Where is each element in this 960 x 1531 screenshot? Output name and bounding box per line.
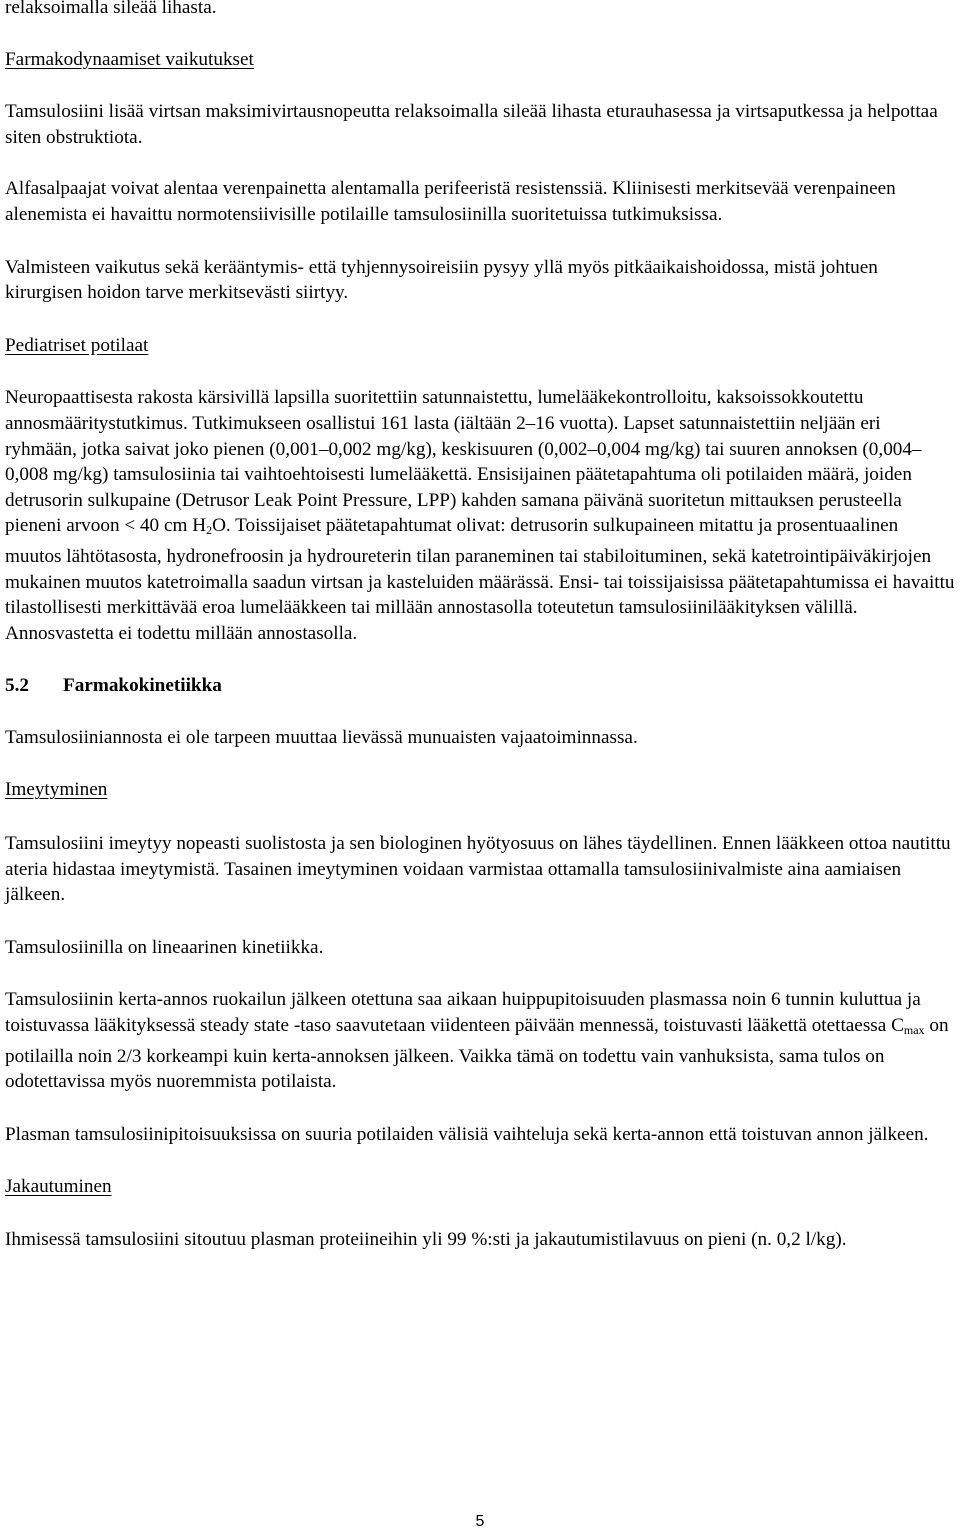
section-title: Farmakokinetiikka — [63, 675, 222, 697]
document-page — [5, 0, 957, 1253]
paragraph-valmisteen-vaikutus: Valmisteen vaikutus sekä kerääntymis- että tyhjennysoireisiin pysyy yllä myös pitkäaikaishoidossa, mistä johtuen kirurgisen hoidon tarve merkitsevästi siirtyy. — [5, 256, 878, 304]
paragraph-munuaisten-vajaatoiminta: Tamsulosiiniannosta ei ole tarpeen muuttaa lievässä munuaisten vajaatoiminnassa. — [5, 726, 638, 748]
paragraph-neuropaattisesta — [5, 385, 957, 646]
paragraph-neuropaattisesta-part1: Neuropaattisesta rakosta kärsivillä lapsilla suoritettiin satunnaistettu, lumelääkekontrolloitu, kaksoissokkoutettu annosmääritystutkimus. Tutkimukseen osallistui 161 lasta (iältään 2–16 vuotta). Lapset satunnaistettiin neljään eri ryhmään, jotka saivat joko pienen (0,001–0,002 mg/kg), keskisuuren (0,002–0,004 mg/kg) tai suuren annoksen (0,004–0,008 mg/kg) tamsulosiinia tai vaihtoehtoisesti lumelääkettä. Ensisijainen päätetapahtuma oli potilaiden määrä, joiden detrusorin sulkupaine (Detrusor Leak Point Pressure, LPP) kahden samana päivänä suoritetun mittauksen perusteella pieneni arvoon < 40 cm H — [5, 387, 922, 537]
paragraph-kerta-annos-part2: on potilailla noin 2/3 korkeampi kuin kerta-annoksen jälkeen. Vaikka tämä on todettu vain vanhuksista, sama tulos on odotettavissa myös nuoremmista potilaista. — [5, 1015, 949, 1093]
paragraph-kerta-annos-part1: Tamsulosiinin kerta-annos ruokailun jälkeen otettuna saa aikaan huippupitoisuuden plasmassa noin 6 tunnin kuluttua ja toistuvassa lääkityksessä steady state -taso saavutetaan viidenteen päivään mennessä, toistuvasti lääkettä otettaessa C — [5, 989, 921, 1037]
paragraph-lineaarinen: Tamsulosiinilla on lineaarinen kinetiikka. — [5, 936, 324, 958]
subheading-farmakodynaamiset: Farmakodynaamiset vaikutukset — [5, 48, 254, 70]
paragraph-imeytyy: Tamsulosiini imeytyy nopeasti suolistosta ja sen biologinen hyötyosuus on lähes täydellinen. Ennen lääkkeen ottoa nautittu ateria hidastaa imeytymistä. Tasainen imeytyminen voidaan varmistaa ottamalla tamsulosiinivalmiste aina aamiaisen jälkeen. — [5, 833, 951, 906]
subheading-imeytyminen: Imeytyminen — [5, 779, 108, 801]
page-number: 5 — [475, 1513, 485, 1530]
paragraph-alfasalpaajat: Alfasalpaajat voivat alentaa verenpainetta alentamalla perifeeristä resistenssiä. Kliinisesti merkitsevää verenpaineen alenemista ei havaittu normotensiivisille potilaille tamsulosiinilla suoritetuissa tutkimuksissa. — [5, 178, 896, 225]
paragraph-neuropaattisesta-part2: O. Toissijaiset päätetapahtumat olivat: detrusorin sulkupaineen mitattu ja prosentuaalinen muutos lähtötasosta, hydronefroosin ja hydroureterin tilan paraneminen tai stabiloituminen, sekä katetrointipäiväkirjojen mukainen muutos katetroimalla saadun virtsan ja kasteluiden määrässä. Ensi- tai toissijaisissa päätetapahtumissa ei havaittu tilastollisesti merkittävää eroa lumelääkkeen tai millään annostasolla toteutetun tamsulosiinilääkityksen välillä. Annosvastetta ei todettu millään annostasolla. — [5, 515, 955, 644]
section-number: 5.2 — [5, 675, 29, 697]
subscript-2: 2 — [206, 523, 213, 538]
subheading-jakautuminen: Jakautuminen — [5, 1176, 112, 1198]
section-heading-5-2 — [5, 673, 957, 699]
subscript-max: max — [903, 1023, 925, 1038]
paragraph-top: relaksoimalla sileää lihasta. — [5, 0, 217, 18]
paragraph-plasman: Plasman tamsulosiinipitoisuuksissa on suuria potilaiden välisiä vaihteluja sekä kerta-annon että toistuvan annon jälkeen. — [5, 1123, 929, 1145]
paragraph-tamsulosiini-lisaa: Tamsulosiini lisää virtsan maksimivirtausnopeutta relaksoimalla sileää lihasta eturauhasessa ja virtsaputkessa ja helpottaa siten obstruktiota. — [5, 101, 938, 148]
paragraph-kerta-annos — [5, 987, 957, 1094]
subheading-pediatriset-potilaat: Pediatriset potilaat — [5, 334, 149, 356]
paragraph-ihmisessa: Ihmisessä tamsulosiini sitoutuu plasman proteiineihin yli 99 %:sti ja jakautumistilavuus on pieni (n. 0,2 l/kg). — [5, 1229, 847, 1250]
